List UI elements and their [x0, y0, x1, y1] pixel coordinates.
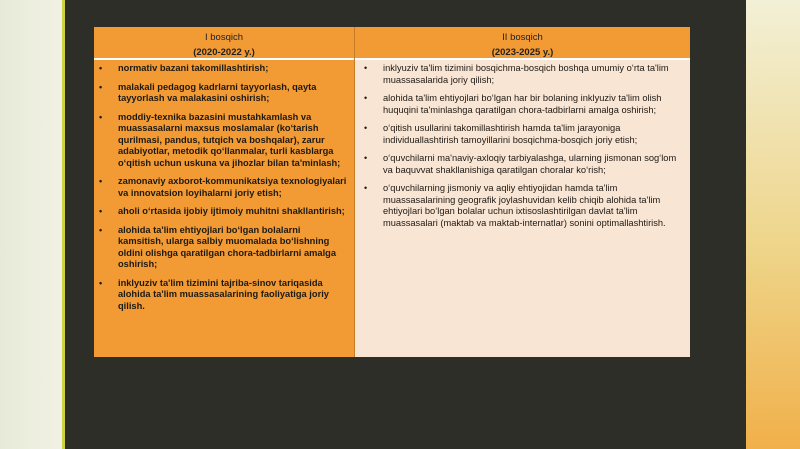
bullet-icon: •: [99, 176, 103, 186]
stage-one-header: [94, 27, 354, 60]
list-item-text: o‘quvchilarni ma'naviy-axloqiy tarbiyalashga, ularning jismonan sog‘lom va baquvvat shakllanishiga qaratilgan choralar ko‘rish;: [383, 153, 677, 175]
list-item: [359, 153, 684, 176]
stage-one-list: [94, 60, 354, 319]
bullet-icon: •: [99, 277, 103, 288]
left-decorative-band: [0, 0, 62, 449]
list-item-text: normativ bazani takomillashtirish;: [118, 63, 269, 73]
list-item: [94, 206, 348, 218]
bullet-icon: •: [364, 123, 368, 133]
stage-two-header: [355, 27, 690, 60]
list-item-text: o‘quvchilarning jismoniy va aqliy ehtiyojidan hamda ta'lim muassasalarining geografik joylashuvidan kelib chiqib alohida ta'lim ehtiyojlari bo‘lgan bolalar uchun ixtisoslashtirilgan davlat ta'lim muassasalari (maktab va maktab-internatlar) sonini optimallashtirish.: [383, 183, 666, 228]
list-item: [94, 82, 348, 105]
list-item-text: inklyuziv ta'lim tizimini bosqichma-bosqich boshqa umumiy o‘rta ta'lim muassasalarida joriy qilish;: [383, 63, 669, 85]
list-item: [94, 176, 348, 199]
list-item: [94, 63, 348, 75]
list-item: [94, 278, 348, 313]
stage-one-title: I bosqich: [204, 32, 244, 43]
bullet-icon: •: [364, 63, 368, 73]
stage-two-title: II bosqich: [502, 32, 543, 43]
stage-two-list: [355, 60, 690, 236]
list-item-text: malakali pedagog kadrlarni tayyorlash, qayta tayyorlash va malakasini oshirish;: [118, 81, 317, 103]
bullet-icon: •: [364, 183, 368, 193]
bullet-icon: •: [364, 93, 368, 103]
stage-two-period: (2023-2025 y.): [491, 47, 554, 58]
list-item-text: zamonaviy axborot-kommunikatsiya texnologiyalari va innovatsion loyihalarni joriy etish;: [118, 176, 347, 198]
bullet-icon: •: [99, 206, 103, 216]
list-item: [359, 123, 684, 146]
list-item-text: aholi o‘rtasida ijobiy ijtimoiy muhitni shakllantirish;: [118, 206, 345, 216]
list-item: [359, 183, 684, 229]
stage-one-column: [94, 27, 355, 357]
list-item-text: moddiy-texnika bazasini mustahkamlash va muassasalarni maxsus moslamalar (ko‘tarish qurilmasi, pandus, tutqich va boshqalar), zarur adabiyotlar, metodik qo‘llanmalar, turli kasblarga o‘qitish uchun uskuna va jihozlar bilan ta'minlash;: [118, 111, 341, 168]
list-item-text: alohida ta'lim ehtiyojlari bo‘lgan bolalarni kamsitish, ularga salbiy muomalada bo‘lishning oldini olishga qaratilgan chora-tadbirlarni amalga oshirish;: [118, 224, 337, 269]
stages-table: [94, 27, 690, 357]
list-item-text: inklyuziv ta'lim tizimini tajriba-sinov tariqasida alohida ta'lim muassasalarining faoliyatiga joriy qilish.: [118, 277, 329, 311]
stage-one-period: (2020-2022 y.): [193, 47, 255, 58]
stage-two-column: [355, 27, 690, 357]
bullet-icon: •: [99, 81, 103, 92]
right-decorative-band: [746, 0, 800, 449]
bullet-icon: •: [99, 224, 103, 235]
list-item-text: alohida ta'lim ehtiyojlari bo‘lgan har bir bolaning inklyuziv ta'lim olish huquqini ta'minlashga qaratilgan chora-tadbirlarni amalga oshirish;: [383, 93, 662, 115]
bullet-icon: •: [99, 111, 103, 122]
bullet-icon: •: [364, 153, 368, 163]
list-item: [359, 63, 684, 86]
list-item: [359, 93, 684, 116]
list-item: [94, 112, 348, 170]
list-item: [94, 225, 348, 271]
list-item-text: o‘qitish usullarini takomillashtirish hamda ta'lim jarayoniga individuallashtirish tamoyillarini bosqichma-bosqich joriy etish;: [383, 123, 638, 145]
bullet-icon: •: [99, 63, 103, 73]
